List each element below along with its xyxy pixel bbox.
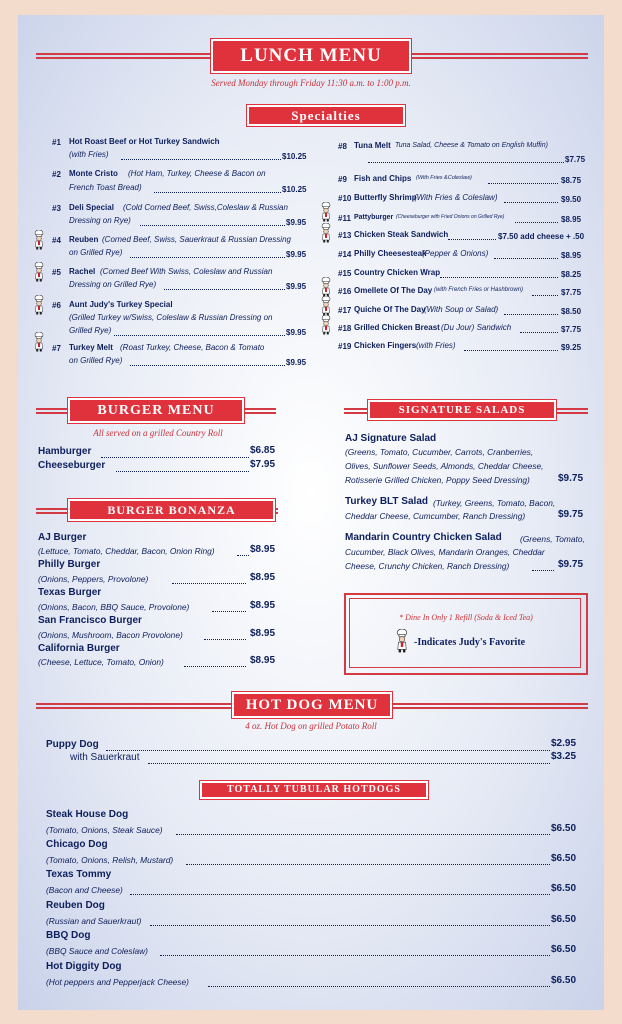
divider-line [36, 408, 70, 414]
salad-desc: Cucumber, Black Olives, Mandarin Oranges, Cheddar [345, 547, 545, 557]
salad-desc: Cheese, Crunchy Chicken, Ranch Dressing) [345, 561, 510, 571]
item-price: $9.95 [286, 282, 307, 291]
chef-icon [34, 230, 44, 250]
burger-price: $6.85 [250, 445, 276, 456]
item-number: #4 [52, 236, 61, 245]
item-price: $9.50 [561, 195, 582, 204]
item-desc: (With Fries &Coleslaw) [416, 175, 472, 181]
burger-name: Texas Burger [38, 587, 102, 598]
item-name: Aunt Judy's Turkey Special [69, 300, 173, 309]
item-desc: (with Fries) [416, 341, 456, 350]
item-name: Fish and Chips [354, 174, 412, 183]
salad-desc: (Greens, Tomato, Cucumber, Carrots, Cranberries, [345, 447, 534, 457]
hot-dog-price: $6.50 [551, 975, 577, 986]
item-number: #15 [338, 269, 352, 278]
item-number: #11 [338, 214, 351, 223]
chef-icon [321, 315, 331, 335]
item-name: Hot Roast Beef or Hot Turkey Sandwich [69, 137, 220, 146]
item-name: Butterfly Shrimp [354, 193, 417, 202]
hot-dog-price: $6.50 [551, 823, 577, 834]
hot-dog-desc: (Hot peppers and Pepperjack Cheese) [46, 977, 189, 987]
item-desc: (Du Jour) Sandwich [441, 323, 512, 332]
hot-dog-desc: (BBQ Sauce and Coleslaw) [46, 946, 148, 956]
item-desc: (Roast Turkey, Cheese, Bacon & Tomato [120, 343, 265, 352]
salad-desc: Cheddar Cheese, Cumcumber, Ranch Dressing) [345, 511, 526, 521]
item-number: #3 [52, 204, 61, 213]
hot-dog-desc: (Bacon and Cheese) [46, 885, 123, 895]
burger-desc: (Lettuce, Tomato, Cheddar, Bacon, Onion Ring) [38, 546, 215, 556]
salad-price: $9.75 [558, 509, 584, 520]
hot-dog-name: Puppy Dog [46, 739, 99, 750]
divider-line [412, 53, 588, 59]
chef-icon [321, 223, 331, 243]
burger-price: $8.95 [250, 655, 276, 666]
item-name: Grilled Chicken Breast [354, 323, 440, 332]
item-number: #16 [338, 287, 352, 296]
hot-dog-name: Reuben Dog [46, 900, 105, 911]
divider-line [240, 408, 276, 414]
item-desc: (with Fries) [69, 150, 109, 159]
item-name: Quiche Of The Day [354, 305, 426, 314]
chef-icon [321, 277, 331, 297]
divider-line [36, 508, 70, 514]
hot-dog-name: Texas Tommy [46, 869, 112, 880]
burger-desc: (Onions, Peppers, Provolone) [38, 574, 149, 584]
item-desc: French Toast Bread) [69, 183, 142, 192]
divider-line [36, 703, 232, 709]
item-desc: (Grilled Turkey w/Swiss, Coleslaw & Russian Dressing on [69, 313, 273, 322]
item-number: #13 [338, 231, 352, 240]
lunch-menu-title: LUNCH MENU [211, 39, 411, 73]
item-price: $9.95 [286, 218, 307, 227]
burger-name: AJ Burger [38, 532, 87, 543]
item-name: Tuna Melt [354, 141, 391, 150]
burger-name: California Burger [38, 643, 120, 654]
item-number: #5 [52, 268, 61, 277]
item-desc: (With Fries & Coleslaw) [414, 193, 498, 202]
signature-salads-title: SIGNATURE SALADS [368, 400, 556, 420]
chef-icon [34, 262, 44, 282]
item-number: #6 [52, 301, 61, 310]
burger-price: $8.95 [250, 572, 276, 583]
item-number: #17 [338, 306, 352, 315]
item-desc: (Cheeseburger with Fried Onions on Grilled Rye) [396, 214, 505, 220]
chef-icon [34, 332, 44, 352]
item-desc: (With Soup or Salad) [424, 305, 499, 314]
hot-dog-name: Hot Diggity Dog [46, 961, 122, 972]
item-price: $8.50 [561, 307, 582, 316]
item-number: #9 [338, 175, 347, 184]
item-number: #1 [52, 138, 61, 147]
salad-name: Mandarin Country Chicken Salad [345, 532, 502, 543]
salad-name: Turkey BLT Salad [345, 496, 428, 507]
item-price: $9.25 [561, 343, 582, 352]
item-name: Country Chicken Wrap [354, 268, 441, 277]
burger-name: Hamburger [38, 446, 92, 457]
item-desc: on Grilled Rye) [69, 356, 123, 365]
item-name: Turkey Melt [69, 343, 113, 352]
item-name: Omellete Of The Day [354, 286, 433, 295]
favorite-legend: -Indicates Judy's Favorite [414, 637, 526, 648]
item-price: $9.95 [286, 328, 307, 337]
hot-dog-desc: (Russian and Sauerkraut) [46, 916, 142, 926]
salad-desc: (Turkey, Greens, Tomato, Bacon, [433, 498, 556, 508]
burger-price: $7.95 [250, 459, 276, 470]
item-desc: (with French Fries or Hashbrown) [434, 287, 524, 293]
item-desc: (Hot Ham, Turkey, Cheese & Bacon on [128, 169, 266, 178]
item-desc: Tuna Salad, Cheese & Tomato on English Muffin) [395, 142, 548, 149]
item-price: $8.95 [561, 215, 582, 224]
hot-dog-price: $6.50 [551, 914, 577, 925]
item-name: Philly Cheesesteak [354, 249, 427, 258]
hot-dog-name: Chicago Dog [46, 839, 108, 850]
item-price: $7.75 [561, 325, 582, 334]
item-desc: (Corned Beef With Swiss, Coleslaw and Russian [100, 267, 273, 276]
item-price: $7.75 [561, 288, 582, 297]
hot-dog-name: BBQ Dog [46, 930, 91, 941]
hot-dog-option: with Sauerkraut [70, 752, 140, 763]
hot-dog-price: $6.50 [551, 883, 577, 894]
hot-dog-option-price: $3.25 [551, 751, 577, 762]
item-name: Deli Special [69, 203, 114, 212]
refill-notice: * Dine In Only 1 Refill (Soda & Iced Tea) [399, 613, 533, 622]
hot-dog-price: $6.50 [551, 944, 577, 955]
notice-box [344, 593, 588, 675]
divider-line [36, 53, 212, 59]
hot-dog-name: Steak House Dog [46, 809, 129, 820]
salad-desc: (Greens, Tomato, [520, 534, 585, 544]
item-number: #8 [338, 142, 347, 151]
item-name: Reuben [69, 235, 99, 244]
salad-name: AJ Signature Salad [345, 433, 437, 444]
burger-price: $8.95 [250, 600, 276, 611]
item-name: Pattyburger [354, 214, 394, 221]
burger-price: $8.95 [250, 544, 276, 555]
hot-dog-price: $6.50 [551, 853, 577, 864]
lunch-served-hours: Served Monday through Friday 11:30 a.m. to 1:00 p.m. [211, 78, 411, 88]
item-price: $7.75 [565, 155, 586, 164]
item-name: Rachel [69, 267, 96, 276]
item-number: #7 [52, 344, 61, 353]
item-price: $8.25 [561, 270, 582, 279]
salad-price: $9.75 [558, 473, 584, 484]
item-desc: Dressing on Rye) [69, 216, 131, 225]
salad-desc: Rotisserie Grilled Chicken, Poppy Seed Dressing) [345, 475, 530, 485]
burger-menu-subtitle: All served on a grilled Country Roll [93, 428, 223, 438]
burger-desc: (Cheese, Lettuce, Tomato, Onion) [38, 657, 164, 667]
item-desc: (Cold Corned Beef, Swiss,Coleslaw & Russian [123, 203, 288, 212]
burger-name: Philly Burger [38, 559, 101, 570]
hot-dog-price: $2.95 [551, 738, 577, 749]
hot-dog-menu-title: HOT DOG MENU [232, 692, 392, 718]
burger-bonanza-title: BURGER BONANZA [68, 499, 275, 521]
item-desc: Grilled Rye) [69, 326, 112, 335]
specialties-title: Specialties [247, 105, 405, 126]
item-price: $7.50 add cheese + .50 [498, 232, 585, 241]
item-number: #2 [52, 170, 61, 179]
item-price: $10.25 [282, 185, 307, 194]
divider-line [390, 703, 588, 709]
burger-name: San Francisco Burger [38, 615, 142, 626]
item-number: #10 [338, 194, 352, 203]
item-price: $8.75 [561, 176, 582, 185]
item-name: Chicken Steak Sandwich [354, 230, 449, 239]
hot-dog-subtitle: 4 oz. Hot Dog on grilled Potato Roll [245, 721, 377, 731]
burger-menu-title: BURGER MENU [68, 398, 244, 423]
item-desc: on Grilled Rye) [69, 248, 123, 257]
chef-icon [396, 629, 408, 653]
chef-icon [321, 202, 331, 222]
item-price: $8.95 [561, 251, 582, 260]
item-price: $9.95 [286, 250, 307, 259]
chef-icon [34, 295, 44, 315]
item-price: $10.25 [282, 152, 307, 161]
salad-price: $9.75 [558, 559, 584, 570]
burger-desc: (Onions, Mushroom, Bacon Provolone) [38, 630, 183, 640]
burger-price: $8.95 [250, 628, 276, 639]
totally-tubular-title: TOTALLY TUBULAR HOTDOGS [200, 781, 428, 799]
item-number: #14 [338, 250, 352, 259]
burger-desc: (Onions, Bacon, BBQ Sauce, Provolone) [38, 602, 190, 612]
divider-line [552, 408, 588, 414]
item-price: $9.95 [286, 358, 307, 367]
item-name: Chicken Fingers [354, 341, 417, 350]
burger-name: Cheeseburger [38, 460, 106, 471]
item-desc: (Pepper & Onions) [422, 249, 489, 258]
item-desc: Dressing on Grilled Rye) [69, 280, 157, 289]
item-desc: (Corned Beef, Swiss, Sauerkraut & Russian Dressing [102, 235, 291, 244]
item-name: Monte Cristo [69, 169, 118, 178]
salad-desc: Olives, Sunflower Seeds, Almonds, Cheddar Cheese, [345, 461, 544, 471]
item-number: #19 [338, 342, 352, 351]
hot-dog-desc: (Tomato, Onions, Steak Sauce) [46, 825, 163, 835]
item-number: #18 [338, 324, 352, 333]
divider-line [344, 408, 368, 414]
chef-icon [321, 296, 331, 316]
menu-page [18, 15, 604, 1010]
hot-dog-desc: (Tomato, Onions, Relish, Mustard) [46, 855, 174, 865]
